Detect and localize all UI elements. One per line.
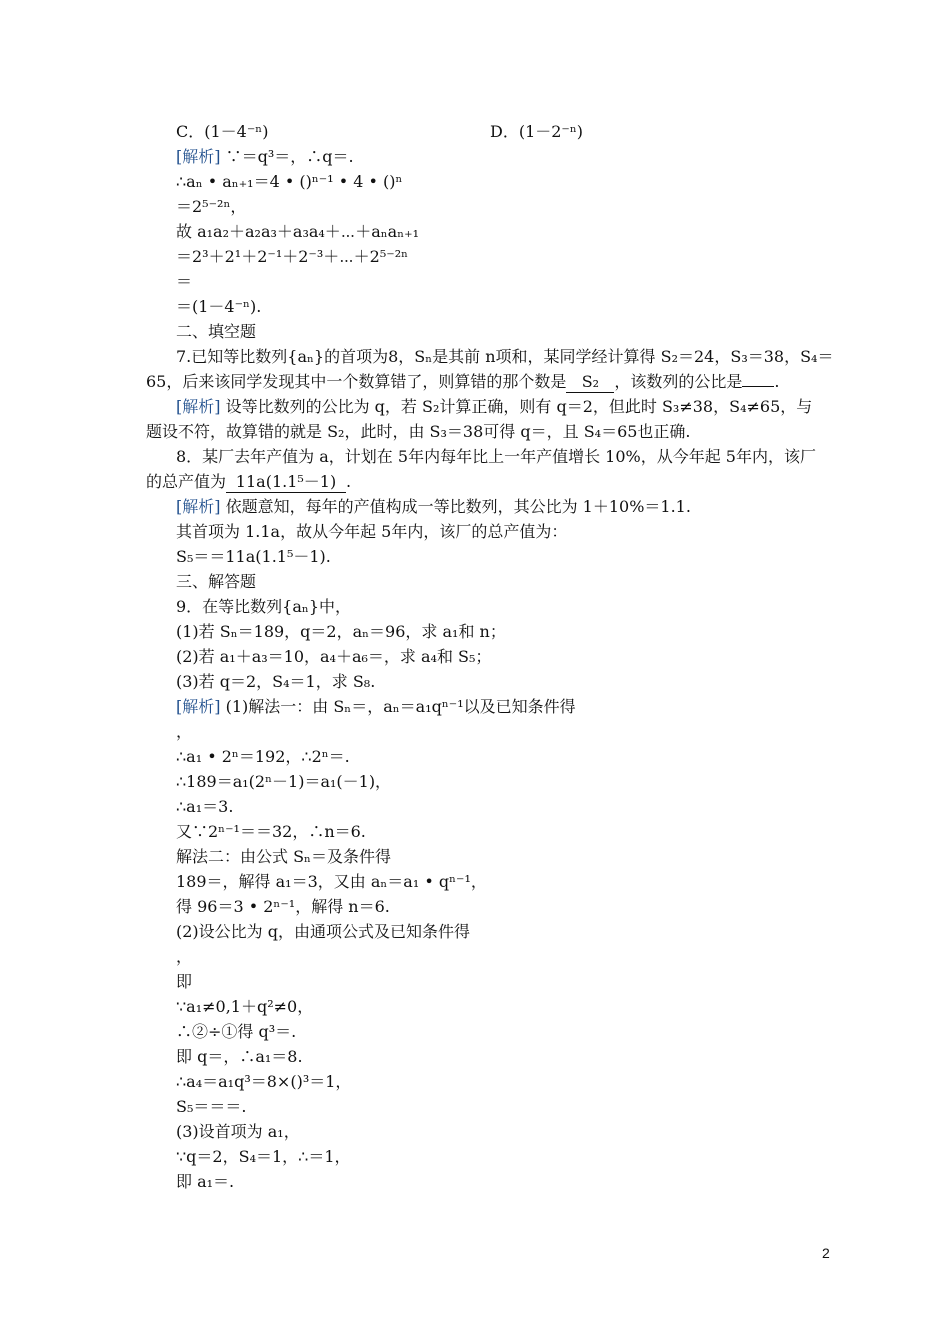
- q7-analysis-line: 题设不符，故算错的就是 S₂，此时，由 S₃＝38可得 q＝，且 S₄＝65也正确.: [146, 422, 691, 441]
- analysis-tag: [解析]: [176, 497, 221, 516]
- analysis-tag: [解析]: [176, 397, 221, 416]
- q9-analysis-line: ∴189＝a₁(2ⁿ－1)＝a₁(－1)，: [176, 772, 392, 791]
- q9-analysis-line: ，: [176, 947, 193, 966]
- q9-analysis-line: 即 a₁＝.: [176, 1172, 235, 1191]
- q9-analysis-line: 解法二：由公式 Sₙ＝及条件得: [176, 847, 391, 866]
- page-number: 2: [822, 1245, 830, 1261]
- answer-blank: 11a(1.1⁵－1): [226, 472, 346, 493]
- q9-analysis-line: ∴②÷①得 q³＝.: [176, 1022, 297, 1041]
- q9-analysis-line: [解析] (1)解法一：由 Sₙ＝，aₙ＝a₁qⁿ⁻¹以及已知条件得: [176, 697, 576, 716]
- q7-analysis-line: [解析] 设等比数列的公比为 q，若 S₂计算正确，则有 q＝2，但此时 S₃≠38，S₄≠65，与: [176, 397, 813, 416]
- q9-analysis-line: (3)设首项为 a₁，: [176, 1122, 300, 1141]
- section-heading-fill-in: 二、填空题: [176, 322, 257, 341]
- answer-blank-empty: [742, 386, 774, 387]
- option-d: D．(1－2⁻ⁿ): [490, 122, 584, 141]
- q6-line: 故 a₁a₂＋a₂a₃＋a₃a₄＋⋯＋aₙaₙ₊₁: [176, 222, 419, 241]
- q6-analysis-line: [解析] ∵＝q³＝，∴q＝.: [176, 147, 354, 166]
- q9-analysis-line: 又∵2ⁿ⁻¹＝＝32，∴n＝6.: [176, 822, 366, 841]
- q9-analysis-line: ，: [176, 722, 193, 741]
- q9-question-line: (1)若 Sₙ＝189，q＝2，aₙ＝96，求 a₁和 n；: [176, 622, 506, 641]
- q9-analysis-line: 189＝，解得 a₁＝3，又由 aₙ＝a₁ • qⁿ⁻¹，: [176, 872, 487, 891]
- analysis-tag: [解析]: [176, 147, 221, 166]
- q9-question-line: 9．在等比数列{aₙ}中，: [176, 597, 352, 616]
- q7-question-line: 65，后来该同学发现其中一个数算错了，则算错的那个数是 S₂ ，该数列的公比是 .: [146, 372, 780, 391]
- answer-blank: S₂: [566, 372, 614, 393]
- q9-analysis-line: ∴a₄＝a₁q³＝8×()³＝1，: [176, 1072, 352, 1091]
- q9-question-line: (2)若 a₁＋a₃＝10，a₄＋a₆＝，求 a₄和 S₅；: [176, 647, 492, 666]
- q6-line: ＝: [176, 272, 193, 291]
- q8-analysis-line: [解析] 依题意知，每年的产值构成一等比数列，其公比为 1＋10%＝1.1.: [176, 497, 691, 516]
- analysis-tag: [解析]: [176, 697, 221, 716]
- q9-analysis-line: ∵a₁≠0,1＋q²≠0，: [176, 997, 314, 1016]
- q6-line: ＝2³＋2¹＋2⁻¹＋2⁻³＋⋯＋2⁵⁻²ⁿ: [176, 247, 409, 266]
- q9-analysis-line: ∴a₁ • 2ⁿ＝192，∴2ⁿ＝.: [176, 747, 350, 766]
- section-heading-solve: 三、解答题: [176, 572, 257, 591]
- q6-line: ＝2⁵⁻²ⁿ，: [176, 197, 247, 216]
- q9-analysis-line: S₅＝＝＝.: [176, 1097, 247, 1116]
- q6-line: ＝(1－4⁻ⁿ).: [176, 297, 262, 316]
- q8-analysis-line: 其首项为 1.1a，故从今年起 5年内，该厂的总产值为：: [176, 522, 568, 541]
- q6-line: ∴aₙ • aₙ₊₁＝4 • ()ⁿ⁻¹ • 4 • ()ⁿ: [176, 172, 403, 191]
- q9-analysis-line: 得 96＝3 • 2ⁿ⁻¹，解得 n＝6.: [176, 897, 390, 916]
- q9-analysis-line: ∴a₁＝3.: [176, 797, 234, 816]
- q7-question-line: 7.已知等比数列{aₙ}的首项为8，Sₙ是其前 n项和，某同学经计算得 S₂＝24，S₃＝38，S₄＝: [176, 347, 834, 366]
- q9-analysis-line: 即: [176, 972, 193, 991]
- q9-question-line: (3)若 q＝2，S₄＝1，求 S₈.: [176, 672, 376, 691]
- q9-analysis-line: (2)设公比为 q，由通项公式及已知条件得: [176, 922, 470, 941]
- q8-question-line: 的总产值为 11a(1.1⁵－1) .: [146, 472, 352, 491]
- option-c: C．(1－4⁻ⁿ): [176, 122, 269, 141]
- q9-analysis-line: 即 q＝，∴a₁＝8.: [176, 1047, 303, 1066]
- q8-question-line: 8．某厂去年产值为 a，计划在 5年内每年比上一年产值增长 10%，从今年起 5年内，该厂: [176, 447, 816, 466]
- q9-analysis-line: ∵q＝2，S₄＝1，∴＝1，: [176, 1147, 351, 1166]
- q8-analysis-line: S₅＝＝11a(1.1⁵－1).: [176, 547, 331, 566]
